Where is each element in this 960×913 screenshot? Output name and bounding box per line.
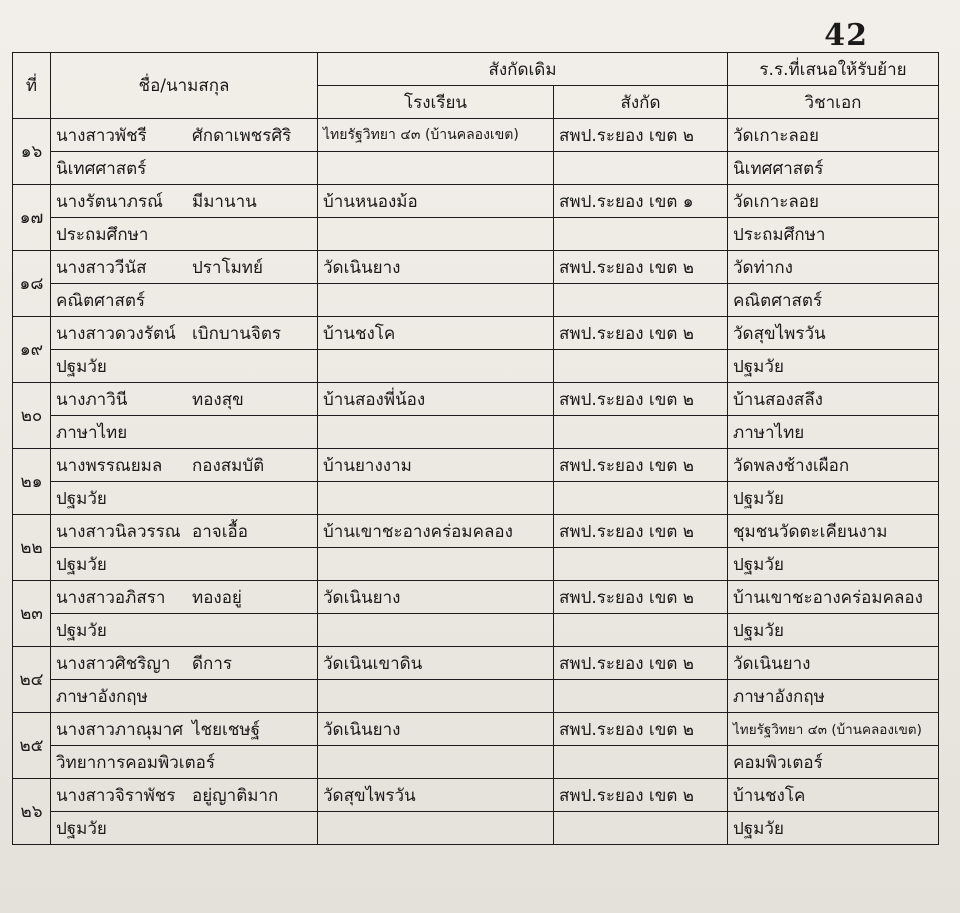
teacher-major: ปฐมวัย: [51, 350, 318, 383]
row-number: ๑๘: [13, 251, 51, 317]
last-name: อยู่ญาติมาก: [192, 785, 279, 806]
header-name: ชื่อ/นามสกุล: [51, 53, 318, 119]
proposed-school: บ้านสองสลึง: [728, 383, 939, 416]
teacher-name: [51, 581, 318, 614]
teacher-name: [51, 713, 318, 746]
teacher-major: ปฐมวัย: [51, 614, 318, 647]
table-row-major: [13, 548, 939, 581]
proposed-major: คณิตศาสตร์: [728, 284, 939, 317]
empty-cell: [554, 812, 728, 845]
original-affiliation: สพป.ระยอง เขต ๒: [554, 383, 728, 416]
teacher-name: [51, 647, 318, 680]
teacher-major: คณิตศาสตร์: [51, 284, 318, 317]
empty-cell: [554, 548, 728, 581]
teacher-name: [51, 317, 318, 350]
teacher-name: [51, 251, 318, 284]
row-number: ๒๑: [13, 449, 51, 515]
original-school: วัดเนินเขาดิน: [318, 647, 554, 680]
proposed-major: ปฐมวัย: [728, 548, 939, 581]
table-row-major: [13, 746, 939, 779]
proposed-school: วัดท่ากง: [728, 251, 939, 284]
original-school: วัดเนินยาง: [318, 251, 554, 284]
table-row: [13, 581, 939, 614]
teacher-name: [51, 449, 318, 482]
header-row-1: [13, 53, 939, 86]
empty-cell: [554, 746, 728, 779]
original-affiliation: สพป.ระยอง เขต ๑: [554, 185, 728, 218]
teacher-name: [51, 515, 318, 548]
header-major: วิชาเอก: [728, 86, 939, 119]
last-name: ทองอยู่: [192, 587, 242, 608]
table-row: [13, 515, 939, 548]
first-name: นางสาวนิลวรรณ: [56, 521, 181, 542]
proposed-school: บ้านเขาชะอางคร่อมคลอง: [728, 581, 939, 614]
table-row-major: [13, 350, 939, 383]
teacher-name: [51, 779, 318, 812]
row-number: ๒๕: [13, 713, 51, 779]
row-number: ๒๔: [13, 647, 51, 713]
proposed-major: คอมพิวเตอร์: [728, 746, 939, 779]
table-row: [13, 383, 939, 416]
table-row-major: [13, 416, 939, 449]
header-target-school: ร.ร.ที่เสนอให้รับย้าย: [728, 53, 939, 86]
row-number: ๒๖: [13, 779, 51, 845]
row-number: ๒๓: [13, 581, 51, 647]
empty-cell: [318, 614, 554, 647]
original-school: บ้านเขาชะอางคร่อมคลอง: [318, 515, 554, 548]
table-row-major: [13, 284, 939, 317]
first-name: นางสาวภาณุมาศ: [56, 719, 184, 740]
empty-cell: [554, 680, 728, 713]
teacher-major: ภาษาอังกฤษ: [51, 680, 318, 713]
original-affiliation: สพป.ระยอง เขต ๒: [554, 647, 728, 680]
empty-cell: [554, 482, 728, 515]
proposed-school: วัดสุขไพรวัน: [728, 317, 939, 350]
proposed-major: นิเทศศาสตร์: [728, 152, 939, 185]
table-row: [13, 449, 939, 482]
teacher-major: นิเทศศาสตร์: [51, 152, 318, 185]
empty-cell: [554, 152, 728, 185]
proposed-school: วัดเนินยาง: [728, 647, 939, 680]
first-name: นางสาววีนัส: [56, 257, 147, 278]
last-name: ดีการ: [192, 653, 233, 674]
table-row: [13, 317, 939, 350]
original-affiliation: สพป.ระยอง เขต ๒: [554, 779, 728, 812]
empty-cell: [554, 218, 728, 251]
empty-cell: [318, 284, 554, 317]
first-name: นางรัตนาภรณ์: [56, 191, 163, 212]
proposed-school: วัดเกาะลอย: [728, 185, 939, 218]
empty-cell: [318, 548, 554, 581]
last-name: ปราโมทย์: [192, 257, 263, 278]
page-number: 42: [824, 18, 868, 53]
original-school: วัดเนินยาง: [318, 581, 554, 614]
table-row: [13, 713, 939, 746]
proposed-school: วัดพลงช้างเผือก: [728, 449, 939, 482]
original-school: บ้านสองพี่น้อง: [318, 383, 554, 416]
empty-cell: [318, 218, 554, 251]
table-row: [13, 185, 939, 218]
row-number: ๑๙: [13, 317, 51, 383]
empty-cell: [318, 482, 554, 515]
empty-cell: [554, 284, 728, 317]
original-school: วัดเนินยาง: [318, 713, 554, 746]
row-number: ๒๒: [13, 515, 51, 581]
row-number: ๑๖: [13, 119, 51, 185]
last-name: เบิกบานจิตร: [192, 323, 281, 344]
original-school: ไทยรัฐวิทยา ๔๓ (บ้านคลองเขต): [318, 119, 554, 152]
table-row-major: [13, 152, 939, 185]
first-name: นางพรรณยมล: [56, 455, 163, 476]
original-school: บ้านชงโค: [318, 317, 554, 350]
proposed-school: ชุมชนวัดตะเคียนงาม: [728, 515, 939, 548]
original-affiliation: สพป.ระยอง เขต ๒: [554, 515, 728, 548]
teacher-major: ปฐมวัย: [51, 482, 318, 515]
proposed-major: ประถมศึกษา: [728, 218, 939, 251]
empty-cell: [554, 614, 728, 647]
empty-cell: [554, 416, 728, 449]
proposed-major: ปฐมวัย: [728, 482, 939, 515]
first-name: นางสาวดวงรัตน์: [56, 323, 176, 344]
original-affiliation: สพป.ระยอง เขต ๒: [554, 317, 728, 350]
header-affiliation: สังกัด: [554, 86, 728, 119]
table-row: [13, 119, 939, 152]
empty-cell: [318, 416, 554, 449]
last-name: ทองสุข: [192, 389, 244, 410]
empty-cell: [318, 350, 554, 383]
teacher-name: [51, 185, 318, 218]
original-school: บ้านหนองม้อ: [318, 185, 554, 218]
last-name: กองสมบัติ: [192, 455, 265, 476]
last-name: ศักดาเพชรศิริ: [192, 125, 292, 146]
header-original-affiliation: สังกัดเดิม: [318, 53, 728, 86]
empty-cell: [318, 812, 554, 845]
table-row: [13, 647, 939, 680]
original-affiliation: สพป.ระยอง เขต ๒: [554, 119, 728, 152]
teacher-major: ปฐมวัย: [51, 548, 318, 581]
proposed-school: ไทยรัฐวิทยา ๔๓ (บ้านคลองเขต): [728, 713, 939, 746]
original-affiliation: สพป.ระยอง เขต ๒: [554, 713, 728, 746]
transfer-table: [12, 52, 939, 845]
proposed-school: วัดเกาะลอย: [728, 119, 939, 152]
row-number: ๑๗: [13, 185, 51, 251]
first-name: นางสาวจิราพัชร: [56, 785, 176, 806]
proposed-major: ภาษาอังกฤษ: [728, 680, 939, 713]
first-name: นางสาวศิชริญา: [56, 653, 171, 674]
first-name: นางสาวอภิสรา: [56, 587, 166, 608]
row-number: ๒๐: [13, 383, 51, 449]
original-affiliation: สพป.ระยอง เขต ๒: [554, 449, 728, 482]
last-name: อาจเอื้อ: [192, 521, 248, 542]
table-row: [13, 779, 939, 812]
proposed-major: ปฐมวัย: [728, 614, 939, 647]
teacher-major: ประถมศึกษา: [51, 218, 318, 251]
proposed-major: ภาษาไทย: [728, 416, 939, 449]
teacher-major: ภาษาไทย: [51, 416, 318, 449]
proposed-major: ปฐมวัย: [728, 812, 939, 845]
original-school: วัดสุขไพรวัน: [318, 779, 554, 812]
original-affiliation: สพป.ระยอง เขต ๒: [554, 581, 728, 614]
table-row-major: [13, 218, 939, 251]
table-row-major: [13, 482, 939, 515]
last-name: ไชยเชษฐ์: [192, 719, 260, 740]
teacher-major: ปฐมวัย: [51, 812, 318, 845]
empty-cell: [318, 152, 554, 185]
proposed-major: ปฐมวัย: [728, 350, 939, 383]
teacher-major: วิทยาการคอมพิวเตอร์: [51, 746, 318, 779]
first-name: นางภาวินี: [56, 389, 128, 410]
proposed-school: บ้านชงโค: [728, 779, 939, 812]
teacher-name: [51, 383, 318, 416]
table-row-major: [13, 812, 939, 845]
table-row-major: [13, 614, 939, 647]
empty-cell: [318, 680, 554, 713]
empty-cell: [318, 746, 554, 779]
teacher-name: [51, 119, 318, 152]
table-row-major: [13, 680, 939, 713]
original-affiliation: สพป.ระยอง เขต ๒: [554, 251, 728, 284]
header-no: ที่: [13, 53, 51, 119]
last-name: มีมานาน: [192, 191, 257, 212]
table-row: [13, 251, 939, 284]
original-school: บ้านยางงาม: [318, 449, 554, 482]
first-name: นางสาวพัชรี: [56, 125, 147, 146]
header-school: โรงเรียน: [318, 86, 554, 119]
empty-cell: [554, 350, 728, 383]
